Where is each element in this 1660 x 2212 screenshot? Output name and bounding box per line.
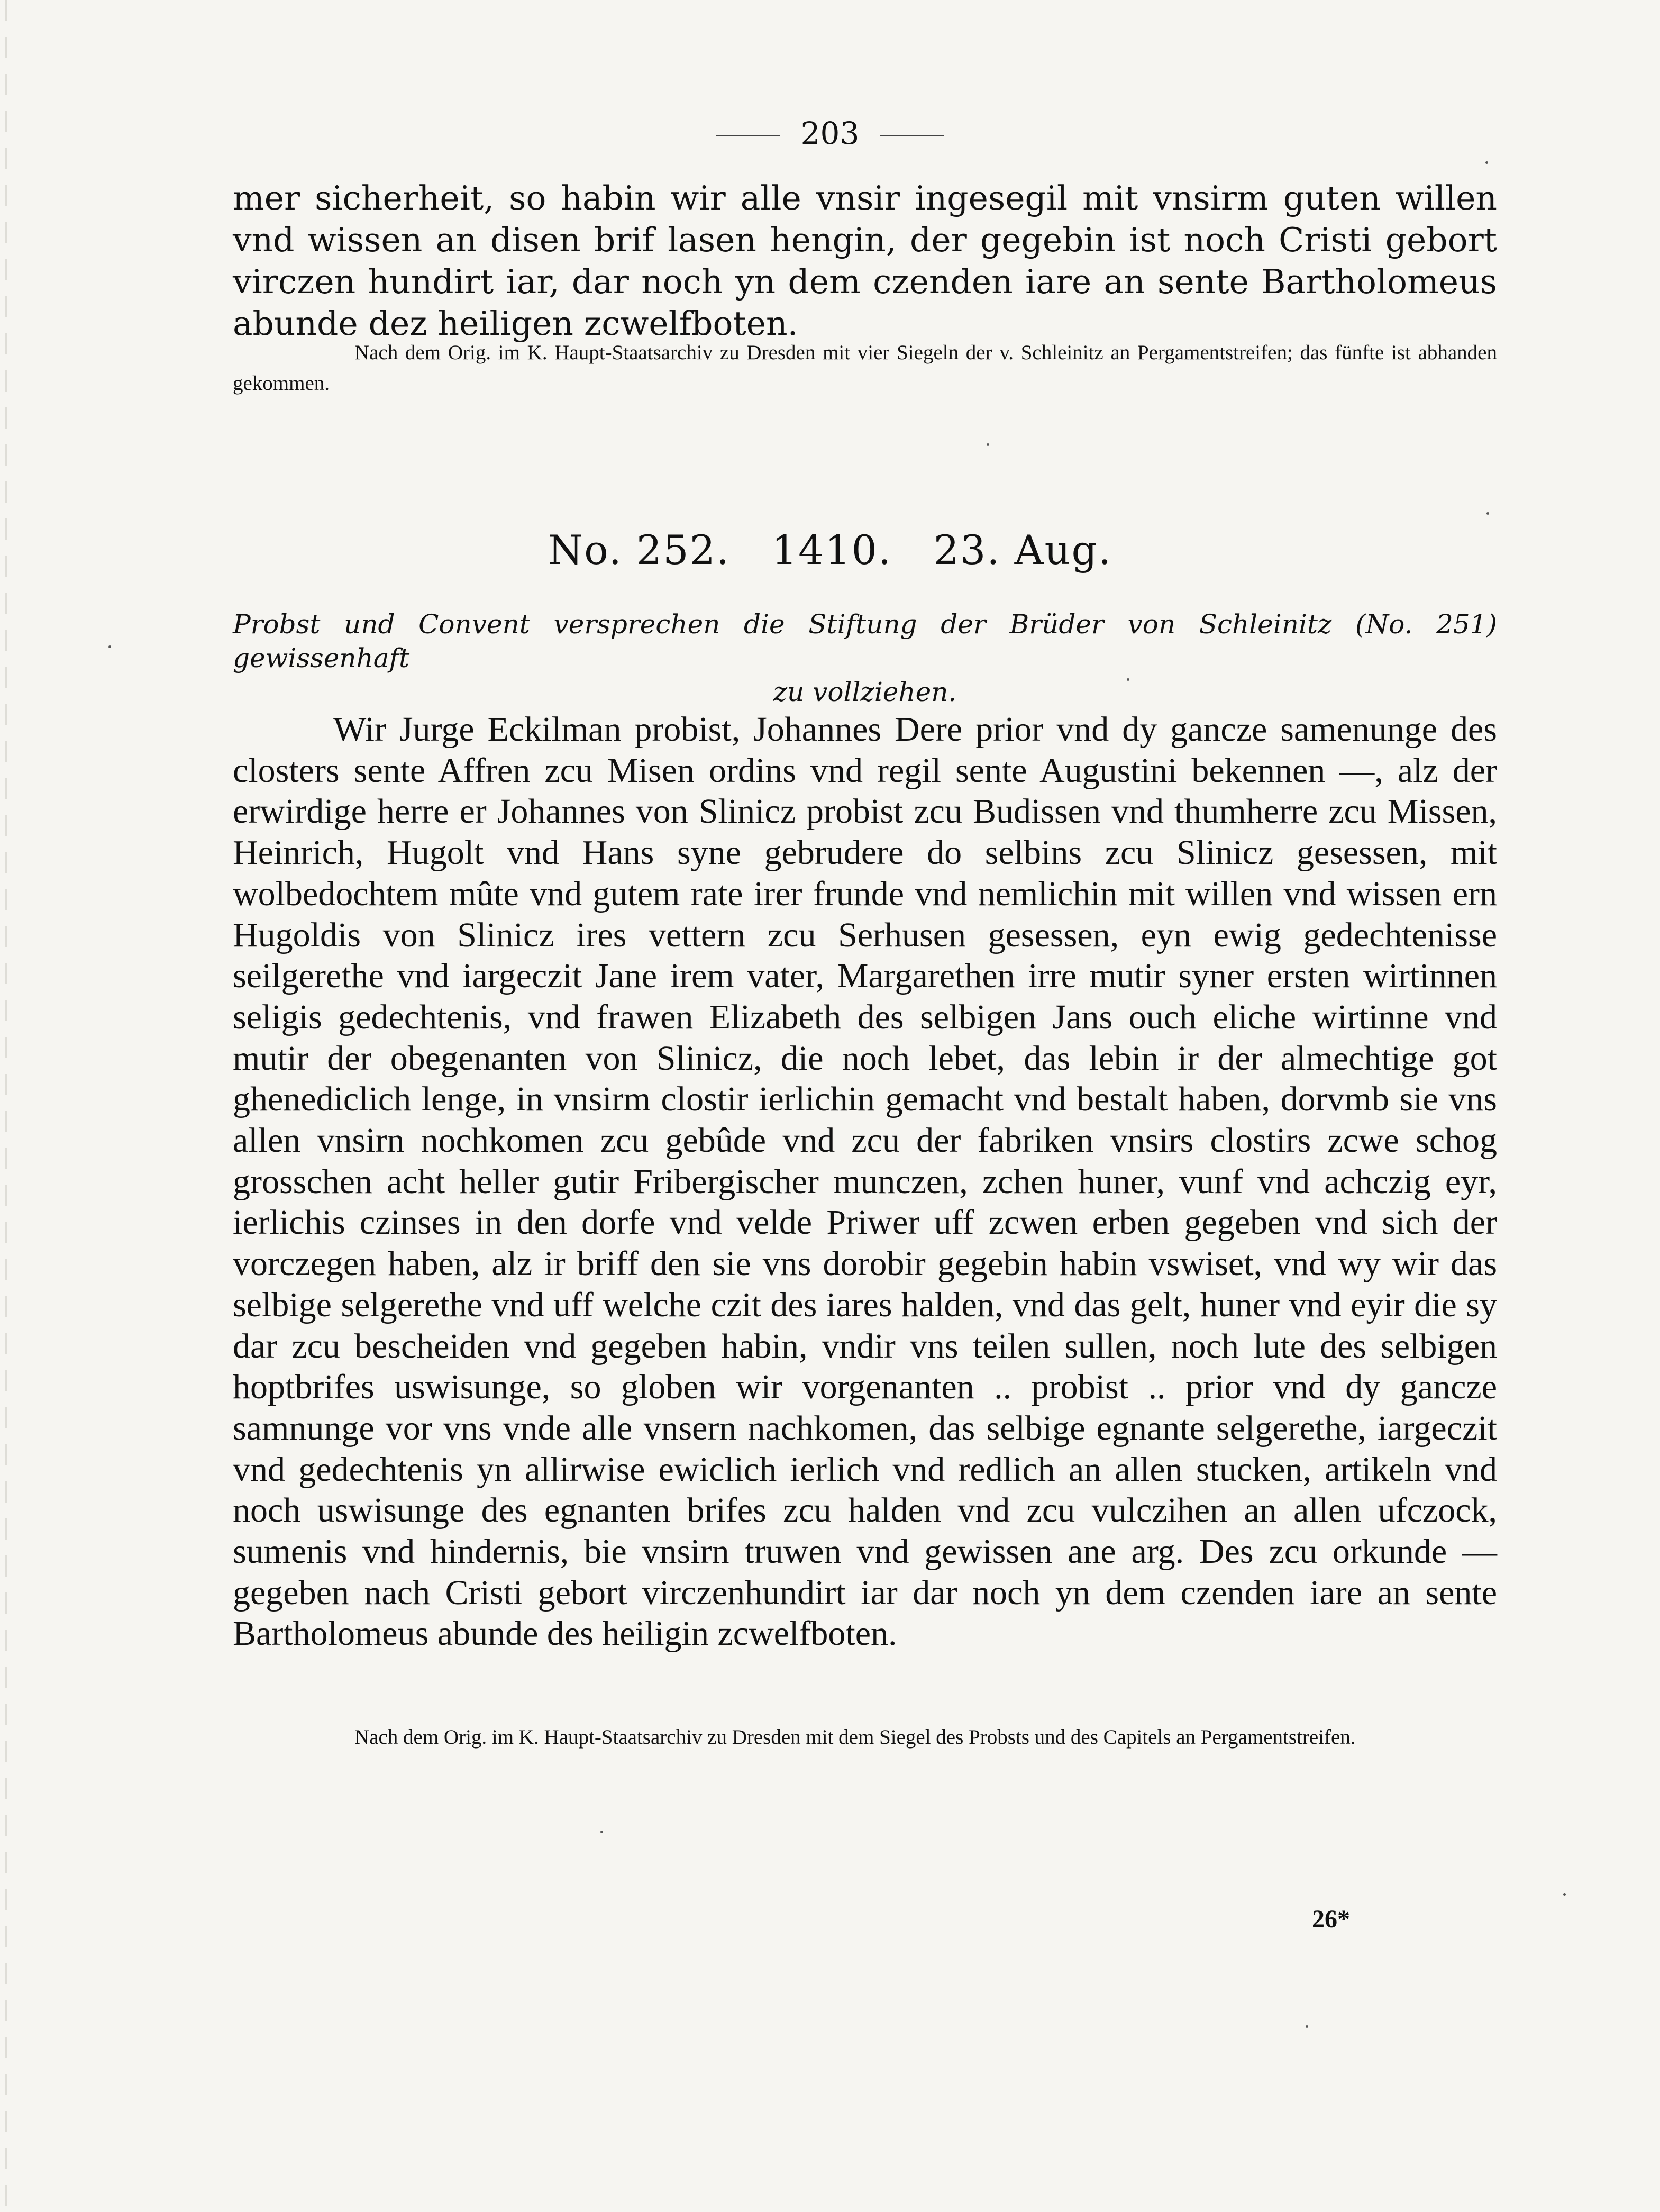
paper-speck: [108, 645, 111, 648]
source-note-252: [233, 1722, 1497, 1753]
paper-speck: [1306, 2025, 1308, 2028]
paper-speck: [1563, 1893, 1566, 1896]
paper-speck: [1486, 512, 1489, 515]
source-note-252-text: Nach dem Orig. im K. Haupt-Staatsarchiv zu Dresden mit dem Siegel des Probsts und des Capitels an Pergamentstreifen.: [354, 1726, 1356, 1749]
page-header: [0, 112, 1660, 154]
header-dash-left: [716, 135, 780, 136]
document-text-body: Wir Jurge Eckilman probist, Johannes Dere prior vnd dy gancze samenunge des closters sente Affren zcu Misen ordins vnd regil sente Augustini bekennen —, alz der erwirdige herre er Johannes von Slinicz probist zcu Budissen vnd thumherre zcu Missen, Heinrich, Hugolt vnd Hans syne gebrudere do selbins zcu Slinicz gesessen, mit wolbedochtem mûte vnd gutem rate irer frunde vnd nemlichin mit willen vnd wissen ern Hugoldis von Slinicz ires vettern zcu Serhusen gesessen, eyn ewig gedechtenisse seilgerethe vnd iargeczit Jane irem vater, Margarethen irre mutir syner ersten wirtinnen seligis gedechtenis, vnd frawen Elizabeth des selbigen Jans ouch eliche wirtinne vnd mutir der obegenanten von Slinicz, die noch lebet, das lebin ir der almechtige got ghenediclich lenge, in vnsirm clostir ierlichin gemacht vnd bestalt haben, dorvmb sie vns allen vnsirn nochkomen zcu gebûde vnd zcu der fabriken vnsirs clostirs zcwe schog grosschen acht heller gutir Fribergischer munczen, zchen huner, vunf vnd achczig eyr, ierlichis czinses in den dorfe vnd velde Priwer uff zcwen erben gegeben vnd sich der vorczegen haben, alz ir briff den sie vns dorobir gegebin habin vswiset, vnd wy wir das selbige selgerethe vnd uff welche czit des iares halden, vnd das gelt, huner vnd eyir die sy dar zcu bescheiden vnd gegeben habin, vndir vns teilen sullen, noch lute des selbigen hoptbrifes uswisunge, so globen wir vorgenanten .. probist .. prior vnd dy gancze samnunge vor vns vnde alle vnsern nachkomen, das selbige egnante selgerethe, iargeczit vnd gedechtenis yn allirwise ewiclich ierlich vnd redlich an allen stucken, artikeln vnd noch uswisunge des egnanten brifes zcu halden vnd zcu vulczihen an allen ufczock, sumenis vnd hindernis, bie vnsirn truwen vnd gewissen ane arg. Des zcu orkunde — gegeben nach Cristi gebort virczenhundirt iar dar noch yn dem czenden iare an sente Bartholomeus abunde des heiligin zcwelfboten.: [233, 710, 1497, 1653]
sheet-signature: 26*: [1312, 1905, 1350, 1933]
regest-line-2: zu vollziehen.: [773, 677, 957, 707]
paper-speck: [987, 443, 989, 446]
source-note-251-text: Nach dem Orig. im K. Haupt-Staatsarchiv zu Dresden mit vier Siegeln der v. Schleinitz an Pergamentstreifen; das fünfte ist abhanden gekommen.: [233, 341, 1497, 395]
header-dash-right: [880, 135, 944, 136]
paper-speck: [600, 1831, 603, 1833]
continuation-paragraph: mer sicherheit, so habin wir alle vnsir ingesegil mit vnsirm guten willen vnd wissen an disen brif lasen hengin, der gegebin ist noch Cristi gebort virczen hundirt iar, dar noch yn dem czenden iare an sente Bartholomeus abunde dez heiligen zcwelfboten.: [233, 179, 1497, 343]
source-note-251: [233, 338, 1497, 399]
page-edge: [5, 0, 7, 2212]
regest-line-1: Probst und Convent versprechen die Stiftung der Brüder von Schleinitz (No. 251) gewissenhaft: [233, 609, 1497, 673]
document-title: No. 252. 1410. 23. Aug.: [548, 526, 1112, 574]
regest: [233, 607, 1497, 709]
document-text: [233, 709, 1497, 1654]
paper-speck: [1127, 678, 1129, 681]
page-number: 203: [800, 115, 860, 151]
paper-speck: [1485, 161, 1488, 164]
